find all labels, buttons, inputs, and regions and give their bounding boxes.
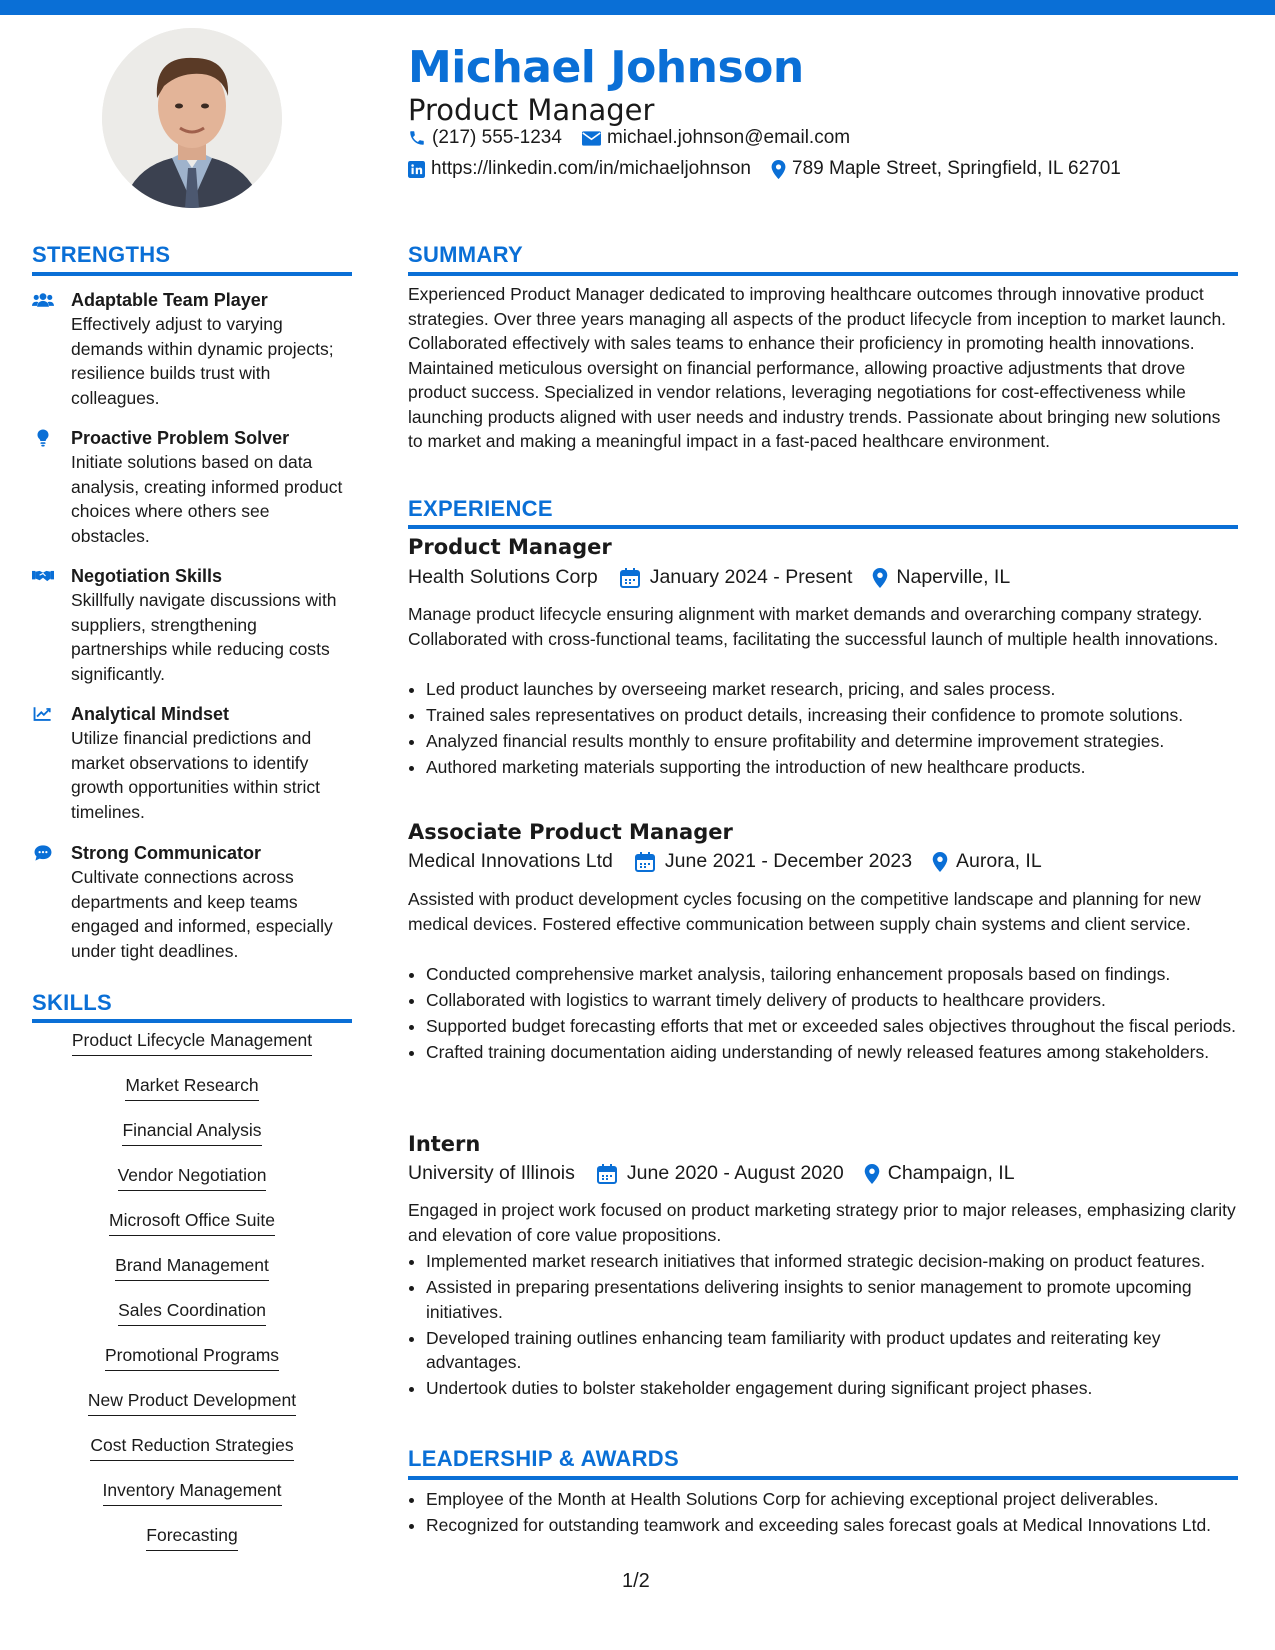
strength-desc: Initiate solutions based on data analysis, creating informed product choices where others see obstacles. [71, 452, 343, 546]
lightbulb-icon [32, 428, 54, 448]
candidate-title: Product Manager [408, 93, 655, 127]
map-pin-icon [864, 1164, 880, 1184]
strength-title: Negotiation Skills [71, 566, 223, 586]
job-description: Engaged in project work focused on product marketing strategy prior to major releases, emphasizing clarity and elevation of core value propositions. [408, 1200, 1236, 1245]
summary-rule [408, 272, 1238, 276]
list-item: • Authored marketing materials supporting the introduction of new healthcare products. [426, 755, 1256, 780]
calendar-icon [620, 568, 640, 588]
list-item: • Trained sales representatives on product details, increasing their confidence to promote solutions. [426, 703, 1256, 728]
chart-line-icon [32, 704, 54, 724]
job-description: Assisted with product development cycles focusing on the competitive landscape and planning for new medical devices. Fostered effective communication between supply chain systems and client service. [408, 889, 1201, 934]
strength-desc: Utilize financial predictions and market observations to identify growth opportunities within strict timelines. [71, 728, 320, 822]
list-item: • Employee of the Month at Health Solutions Corp for achieving exceptional project deliverables. [426, 1487, 1256, 1512]
map-pin-icon [932, 852, 948, 872]
job-dates: June 2021 - December 2023 [664, 850, 913, 872]
phone-text: (217) 555-1234 [432, 127, 562, 148]
skill-item: Sales Coordination [32, 1300, 352, 1345]
map-pin-icon [872, 568, 888, 588]
job-location: Champaign, IL [887, 1162, 1015, 1184]
job-role: Product Manager [408, 535, 612, 559]
strength-item [32, 564, 352, 686]
address-text: 789 Maple Street, Springfield, IL 62701 [792, 158, 1121, 179]
job-dates: January 2024 - Present [649, 566, 853, 588]
experience-rule [408, 525, 1238, 529]
linkedin-contact[interactable] [408, 158, 751, 180]
job-company: Health Solutions Corp [408, 566, 598, 588]
list-item: • Analyzed financial results monthly to ensure profitability and determine improvement strategies. [426, 729, 1256, 754]
list-item: • Undertook duties to bolster stakeholder engagement during significant project phases. [426, 1376, 1256, 1401]
strengths-rule [32, 272, 352, 276]
summary-text: Experienced Product Manager dedicated to improving healthcare outcomes through innovative product strategies. Over three years managing all aspects of the product lifecycle from inception to market launch. Collaborated effectively with sales teams to enhance their proficiency in promoting health innovations. Maintained meticulous oversight on financial performance, allowing proactive adjustments that drove product success. Specialized in vendor relations, leveraging negotiations for cost-effectiveness while launching products aligned with user needs and industry trends. Passionate about bringing new solutions to market and making a meaningful impact in a fast-paced healthcare environment. [408, 284, 1227, 451]
strength-item [32, 288, 352, 410]
strength-desc: Skillfully navigate discussions with suppliers, strengthening partnerships while reducing costs significantly. [71, 590, 337, 684]
skill-item: Cost Reduction Strategies [32, 1435, 352, 1480]
strength-title: Adaptable Team Player [71, 290, 268, 310]
skill-item: New Product Development [32, 1390, 352, 1435]
job-company: University of Illinois [408, 1162, 575, 1184]
list-item: • Assisted in preparing presentations delivering insights to senior management to promote upcoming initiatives. [426, 1275, 1256, 1324]
skills-rule [32, 1019, 352, 1023]
list-item: • Conducted comprehensive market analysis, tailoring enhancement proposals based on findings. [426, 962, 1256, 987]
strength-item [32, 841, 352, 963]
users-icon [32, 290, 54, 310]
address-contact [771, 158, 1121, 180]
strength-item [32, 702, 352, 824]
skills-heading: SKILLS [32, 990, 113, 1015]
top-accent-bar [0, 0, 1275, 15]
list-item: • Developed training outlines enhancing team familiarity with product updates and reiterating key advantages. [426, 1326, 1256, 1375]
awards-heading: LEADERSHIP & AWARDS [408, 1446, 679, 1471]
contact-row-2 [408, 158, 1133, 180]
map-pin-icon [771, 160, 786, 179]
job-bullets [408, 1249, 1256, 1402]
job-role: Intern [408, 1132, 481, 1156]
phone-contact [408, 127, 562, 149]
list-item: • Collaborated with logistics to warrant timely delivery of products to healthcare providers. [426, 988, 1256, 1013]
strength-title: Strong Communicator [71, 843, 262, 863]
skill-item: Product Lifecycle Management [32, 1030, 352, 1075]
strength-title: Proactive Problem Solver [71, 428, 290, 448]
job-dates: June 2020 - August 2020 [626, 1162, 844, 1184]
calendar-icon [635, 852, 655, 872]
strength-desc: Cultivate connections across departments and keep teams engaged and informed, especially under tight deadlines. [71, 867, 333, 961]
strength-title: Analytical Mindset [71, 704, 230, 724]
experience-heading: EXPERIENCE [408, 496, 553, 521]
list-item: • Crafted training documentation aiding understanding of newly released features among stakeholders. [426, 1040, 1256, 1065]
job-meta [408, 1162, 1015, 1185]
skill-item: Market Research [32, 1075, 352, 1120]
candidate-name: Michael Johnson [408, 42, 804, 93]
job-description: Manage product lifecycle ensuring alignment with market demands and overarching company strategy. Collaborated with cross-functional teams, facilitating the successful launch of multiple health innovations. [408, 604, 1219, 649]
skill-item: Vendor Negotiation [32, 1165, 352, 1210]
skill-item: Brand Management [32, 1255, 352, 1300]
linkedin-text[interactable]: https://linkedin.com/in/michaeljohnson [431, 158, 752, 179]
skill-item: Promotional Programs [32, 1345, 352, 1390]
job-role: Associate Product Manager [408, 820, 733, 844]
calendar-icon [597, 1164, 617, 1184]
skill-item: Inventory Management [32, 1480, 352, 1525]
strength-desc: Effectively adjust to varying demands within dynamic projects; resilience builds trust with colleagues. [71, 314, 334, 408]
chat-bubble-icon [32, 843, 54, 863]
linkedin-icon [408, 161, 425, 178]
handshake-icon [32, 566, 54, 586]
envelope-icon [582, 131, 601, 146]
job-bullets [408, 677, 1256, 781]
skill-item: Forecasting [32, 1525, 352, 1570]
job-bullets [408, 962, 1256, 1066]
list-item: • Implemented market research initiatives that informed strategic decision-making on product features. [426, 1249, 1256, 1274]
phone-icon [408, 129, 426, 147]
skill-item: Financial Analysis [32, 1120, 352, 1165]
job-company: Medical Innovations Ltd [408, 850, 613, 872]
list-item: • Led product launches by overseeing market research, pricing, and sales process. [426, 677, 1256, 702]
contact-row-1 [408, 127, 862, 149]
job-location: Naperville, IL [896, 566, 1011, 588]
strength-item [32, 426, 352, 548]
job-location: Aurora, IL [956, 850, 1042, 872]
email-contact[interactable] [582, 127, 850, 149]
summary-heading: SUMMARY [408, 242, 523, 267]
page-number: 1/2 [622, 1570, 650, 1592]
awards-list [408, 1487, 1256, 1539]
strengths-heading: STRENGTHS [32, 242, 171, 267]
profile-photo [102, 28, 282, 208]
list-item: • Supported budget forecasting efforts that met or exceeded sales objectives throughout the fiscal periods. [426, 1014, 1256, 1039]
awards-rule [408, 1476, 1238, 1480]
skills-list [32, 1030, 352, 1570]
skill-item: Microsoft Office Suite [32, 1210, 352, 1255]
email-text[interactable]: michael.johnson@email.com [606, 127, 851, 148]
list-item: • Recognized for outstanding teamwork and exceeding sales forecast goals at Medical Innovations Ltd. [426, 1513, 1256, 1538]
job-meta [408, 566, 1010, 589]
job-meta [408, 850, 1042, 873]
